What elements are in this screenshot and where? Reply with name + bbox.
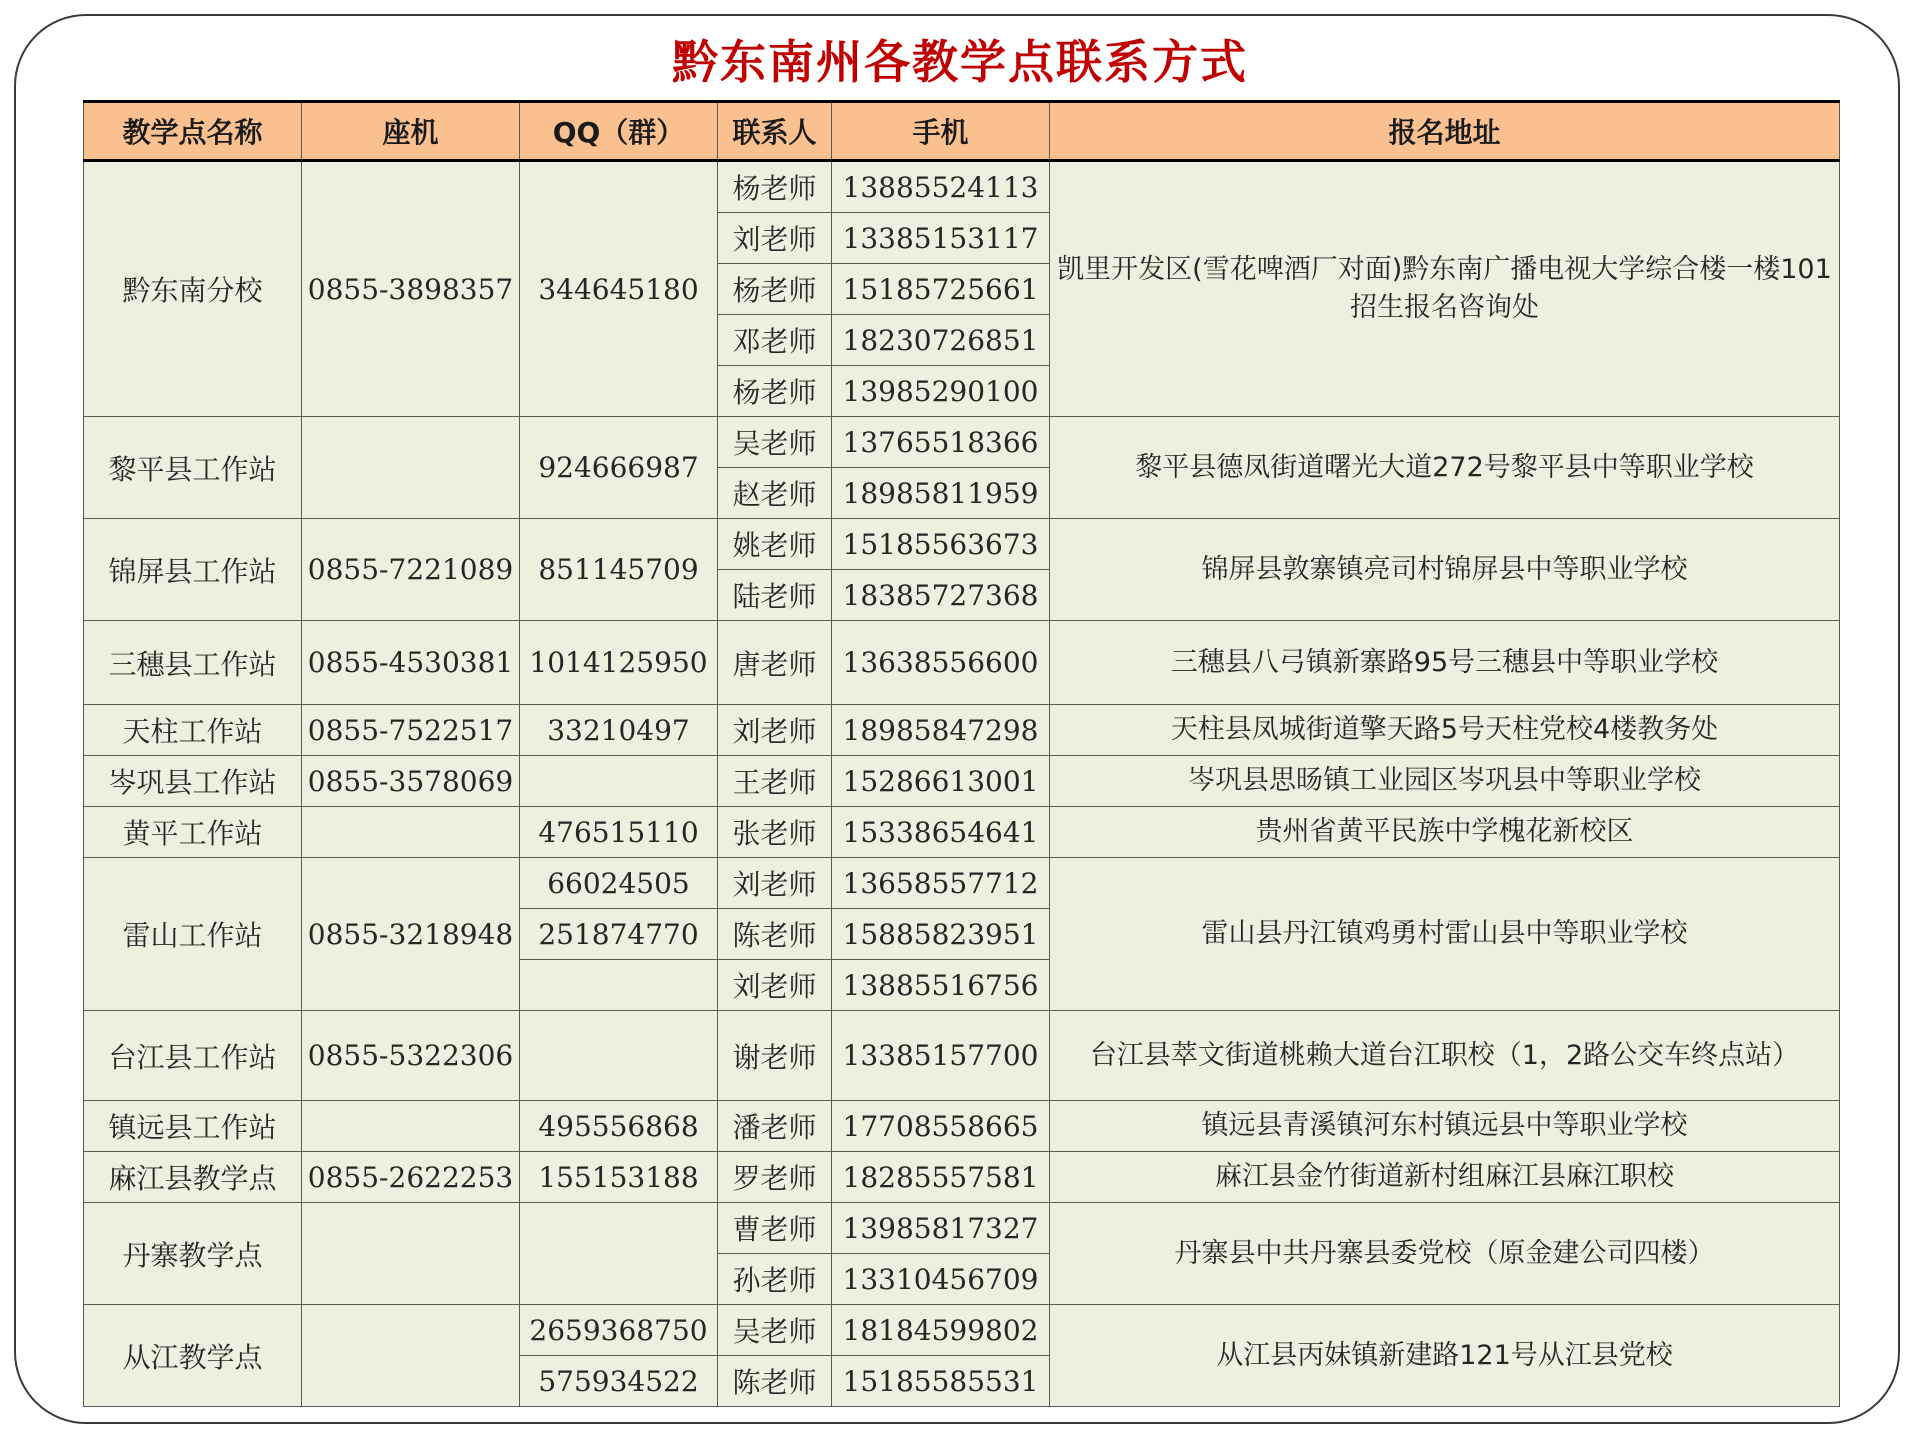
address-cell: 台江县萃文街道桃赖大道台江职校（1，2路公交车终点站） — [1050, 1011, 1840, 1101]
page-title: 黔东南州各教学点联系方式 — [672, 35, 1248, 89]
site-name-cell: 岑巩县工作站 — [84, 756, 302, 807]
table-row — [84, 161, 1840, 213]
contact-person-cell: 张老师 — [718, 807, 832, 858]
contact-person-cell: 曹老师 — [718, 1203, 832, 1254]
site-name-cell: 三穗县工作站 — [84, 621, 302, 705]
contact-person-cell: 罗老师 — [718, 1152, 832, 1203]
qq-cell — [520, 960, 718, 1011]
landline-cell — [302, 1203, 520, 1305]
mobile-cell: 13765518366 — [832, 417, 1050, 468]
contact-person-cell: 陈老师 — [718, 1356, 832, 1407]
contact-person-cell: 刘老师 — [718, 213, 832, 264]
address-cell: 三穗县八弓镇新寨路95号三穗县中等职业学校 — [1050, 621, 1840, 705]
address-cell: 丹寨县中共丹寨县委党校（原金建公司四楼） — [1050, 1203, 1840, 1305]
contact-person-cell: 唐老师 — [718, 621, 832, 705]
landline-cell: 0855-3578069 — [302, 756, 520, 807]
site-name-cell: 丹寨教学点 — [84, 1203, 302, 1305]
landline-cell — [302, 1305, 520, 1407]
landline-cell: 0855-7221089 — [302, 519, 520, 621]
mobile-cell: 18184599802 — [832, 1305, 1050, 1356]
header-row — [84, 102, 1840, 161]
qq-cell: 344645180 — [520, 161, 718, 417]
address-cell: 麻江县金竹街道新村组麻江县麻江职校 — [1050, 1152, 1840, 1203]
mobile-cell: 13310456709 — [832, 1254, 1050, 1305]
address-cell: 凯里开发区(雪花啤酒厂对面)黔东南广播电视大学综合楼一楼101招生报名咨询处 — [1050, 161, 1840, 417]
contact-person-cell: 姚老师 — [718, 519, 832, 570]
address-cell: 贵州省黄平民族中学槐花新校区 — [1050, 807, 1840, 858]
contact-person-cell: 谢老师 — [718, 1011, 832, 1101]
table-row — [84, 621, 1840, 705]
address-cell: 从江县丙妹镇新建路121号从江县党校 — [1050, 1305, 1840, 1407]
contact-person-cell: 吴老师 — [718, 1305, 832, 1356]
mobile-cell: 18285557581 — [832, 1152, 1050, 1203]
mobile-cell: 13885516756 — [832, 960, 1050, 1011]
qq-cell — [520, 1203, 718, 1305]
qq-cell: 851145709 — [520, 519, 718, 621]
qq-cell: 476515110 — [520, 807, 718, 858]
contact-person-cell: 邓老师 — [718, 315, 832, 366]
table-row — [84, 705, 1840, 756]
contact-person-cell: 赵老师 — [718, 468, 832, 519]
contact-person-cell: 杨老师 — [718, 161, 832, 213]
address-cell: 岑巩县思旸镇工业园区岑巩县中等职业学校 — [1050, 756, 1840, 807]
header-landline: 座机 — [302, 102, 520, 161]
table-row — [84, 807, 1840, 858]
qq-cell: 575934522 — [520, 1356, 718, 1407]
site-name-cell: 黎平县工作站 — [84, 417, 302, 519]
address-cell: 镇远县青溪镇河东村镇远县中等职业学校 — [1050, 1101, 1840, 1152]
address-cell: 雷山县丹江镇鸡勇村雷山县中等职业学校 — [1050, 858, 1840, 1011]
landline-cell — [302, 807, 520, 858]
contact-person-cell: 刘老师 — [718, 705, 832, 756]
contact-person-cell: 陈老师 — [718, 909, 832, 960]
mobile-cell: 13385153117 — [832, 213, 1050, 264]
qq-cell: 155153188 — [520, 1152, 718, 1203]
contact-person-cell: 杨老师 — [718, 264, 832, 315]
table-row — [84, 417, 1840, 468]
landline-cell: 0855-3218948 — [302, 858, 520, 1011]
contact-person-cell: 潘老师 — [718, 1101, 832, 1152]
contact-person-cell: 刘老师 — [718, 858, 832, 909]
mobile-cell: 13885524113 — [832, 161, 1050, 213]
landline-cell: 0855-4530381 — [302, 621, 520, 705]
site-name-cell: 镇远县工作站 — [84, 1101, 302, 1152]
contact-person-cell: 王老师 — [718, 756, 832, 807]
header-site-name: 教学点名称 — [84, 102, 302, 161]
qq-cell: 33210497 — [520, 705, 718, 756]
mobile-cell: 13385157700 — [832, 1011, 1050, 1101]
mobile-cell: 13985817327 — [832, 1203, 1050, 1254]
contact-person-cell: 刘老师 — [718, 960, 832, 1011]
site-name-cell: 锦屏县工作站 — [84, 519, 302, 621]
mobile-cell: 18985811959 — [832, 468, 1050, 519]
header-address: 报名地址 — [1050, 102, 1840, 161]
qq-cell: 495556868 — [520, 1101, 718, 1152]
address-cell: 黎平县德凤街道曙光大道272号黎平县中等职业学校 — [1050, 417, 1840, 519]
contact-person-cell: 吴老师 — [718, 417, 832, 468]
site-name-cell: 雷山工作站 — [84, 858, 302, 1011]
mobile-cell: 13985290100 — [832, 366, 1050, 417]
landline-cell: 0855-3898357 — [302, 161, 520, 417]
mobile-cell: 15185725661 — [832, 264, 1050, 315]
mobile-cell: 18385727368 — [832, 570, 1050, 621]
table-row — [84, 1305, 1840, 1356]
table-row — [84, 519, 1840, 570]
landline-cell: 0855-2622253 — [302, 1152, 520, 1203]
table-row — [84, 1011, 1840, 1101]
contact-table — [83, 100, 1840, 1407]
qq-cell: 924666987 — [520, 417, 718, 519]
table-row — [84, 1152, 1840, 1203]
mobile-cell: 13658557712 — [832, 858, 1050, 909]
mobile-cell: 15185563673 — [832, 519, 1050, 570]
site-name-cell: 黄平工作站 — [84, 807, 302, 858]
table-row — [84, 1101, 1840, 1152]
site-name-cell: 黔东南分校 — [84, 161, 302, 417]
table-row — [84, 858, 1840, 909]
site-name-cell: 天柱工作站 — [84, 705, 302, 756]
table-row — [84, 1203, 1840, 1254]
address-cell: 天柱县凤城街道擎天路5号天柱党校4楼教务处 — [1050, 705, 1840, 756]
contact-person-cell: 陆老师 — [718, 570, 832, 621]
header-mobile: 手机 — [832, 102, 1050, 161]
qq-cell: 1014125950 — [520, 621, 718, 705]
site-name-cell: 从江教学点 — [84, 1305, 302, 1407]
contact-person-cell: 杨老师 — [718, 366, 832, 417]
qq-cell — [520, 1011, 718, 1101]
mobile-cell: 15885823951 — [832, 909, 1050, 960]
landline-cell: 0855-7522517 — [302, 705, 520, 756]
landline-cell — [302, 417, 520, 519]
landline-cell — [302, 1101, 520, 1152]
site-name-cell: 麻江县教学点 — [84, 1152, 302, 1203]
mobile-cell: 13638556600 — [832, 621, 1050, 705]
address-cell: 锦屏县敦寨镇亮司村锦屏县中等职业学校 — [1050, 519, 1840, 621]
header-contact: 联系人 — [718, 102, 832, 161]
site-name-cell: 台江县工作站 — [84, 1011, 302, 1101]
qq-cell: 251874770 — [520, 909, 718, 960]
qq-cell: 2659368750 — [520, 1305, 718, 1356]
header-qq: QQ（群） — [520, 102, 718, 161]
landline-cell: 0855-5322306 — [302, 1011, 520, 1101]
mobile-cell: 15286613001 — [832, 756, 1050, 807]
qq-cell: 66024505 — [520, 858, 718, 909]
mobile-cell: 18985847298 — [832, 705, 1050, 756]
table-body — [84, 161, 1840, 1407]
contact-person-cell: 孙老师 — [718, 1254, 832, 1305]
mobile-cell: 18230726851 — [832, 315, 1050, 366]
mobile-cell: 15338654641 — [832, 807, 1050, 858]
mobile-cell: 17708558665 — [832, 1101, 1050, 1152]
qq-cell — [520, 756, 718, 807]
mobile-cell: 15185585531 — [832, 1356, 1050, 1407]
table-row — [84, 756, 1840, 807]
